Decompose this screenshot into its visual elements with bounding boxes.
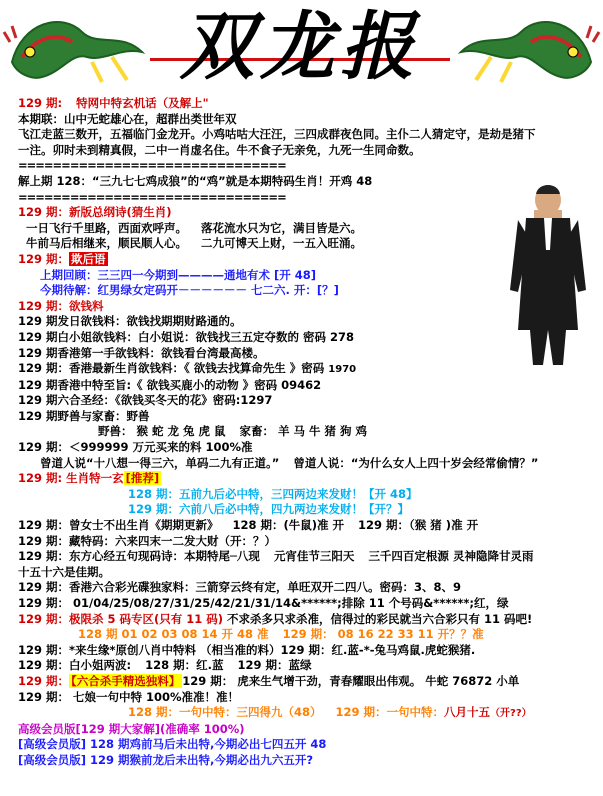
line-segment: 曾道人说“十八想一得三六，单码二九有正道。” <box>40 455 280 470</box>
line-segment: 129 期： 七娘一句中特 100%准准！准！ <box>18 689 240 704</box>
content-line <box>18 378 578 394</box>
page-title: 双龙报 <box>180 4 420 90</box>
line-segment: 129 期：蓝绿 <box>237 658 312 673</box>
content-line <box>18 283 578 299</box>
content-line <box>18 612 578 628</box>
line-segment: 1970 <box>328 364 357 376</box>
content-line <box>18 690 578 706</box>
page-header <box>0 0 603 96</box>
line-segment: 不求杀多只求杀准，信得过的彩民就当六合彩只有 11 码吧! <box>223 611 533 626</box>
line-segment: 野兽： 猴 蛇 龙 兔 虎 鼠 <box>98 424 226 439</box>
dragon-icon <box>451 2 601 94</box>
line-segment: 欲钱料 <box>69 298 104 313</box>
content-line <box>18 596 578 612</box>
content-line <box>18 143 578 159</box>
content-line <box>18 330 578 346</box>
content-line <box>18 346 578 362</box>
line-segment: 129 期： <box>18 298 70 313</box>
article-content <box>18 96 578 769</box>
line-segment: 129 期：一句中特： <box>335 705 445 720</box>
line-segment: 128 期：一句中特：三四得九（48） <box>128 705 322 720</box>
line-segment: [高级会员版] 128 期鸡前马后未出特,今期必出七四五开 48 <box>18 737 327 752</box>
content-line <box>18 565 578 581</box>
line-segment: 高级会员版[129 期大家解](准确率 100%) <box>18 721 245 736</box>
content-line <box>18 112 578 128</box>
line-segment: 129 期：香港六合彩光碟独家料：三箭穿云终有定，单旺双开二四八。密码：3、8、9 <box>18 580 462 595</box>
content-line <box>18 127 578 143</box>
line-segment: 129 期香港中特至旨:《 欲钱买鹿小的动物 》密码 09462 <box>18 377 322 392</box>
line-segment: 129 期发日欲钱料：欲钱找期期财路通的。 <box>18 314 242 329</box>
content-line <box>18 252 578 268</box>
line-segment: （开??） <box>490 708 532 720</box>
line-segment: 129 期：白小姐两波: <box>18 658 132 673</box>
line-segment: [高级会员版] 129 期猴前龙后未出特,今期必出九六五开? <box>18 752 314 767</box>
line-segment: 欺后语 <box>71 251 106 266</box>
line-segment: 今期待解：红男绿女定码开－－－－－－ 七二六. 开：[？] <box>40 283 339 298</box>
content-line <box>18 518 578 534</box>
line-segment: =============================== <box>18 189 286 204</box>
content-line <box>18 627 578 643</box>
line-segment: 牛前马后相继来，顺民顺人心。 <box>26 236 187 251</box>
line-segment: 极限杀 5 码专区(只有 11 码) <box>69 611 224 626</box>
line-segment: 八月十五 <box>444 705 491 720</box>
content-line <box>18 674 578 690</box>
line-segment: 新版总纲诗(猜生肖) <box>69 205 172 220</box>
line-segment: 二九可博天上财，一五入旺涌。 <box>201 236 362 251</box>
line-segment: 129 期：藏特码：六来四末一二发大财（开：？） <box>18 533 277 548</box>
line-segment: 129 期： <box>18 611 70 626</box>
line-segment: 特网中特玄机话（及解上" <box>76 96 209 110</box>
content-line <box>18 314 578 330</box>
content-line <box>18 643 578 659</box>
line-segment: =============================== <box>18 158 286 173</box>
content-line <box>18 221 578 237</box>
line-segment: 129 期: 生肖特一玄 <box>18 471 124 486</box>
line-segment: 上期回顾：三三四一今期到————通地有术 [开 48] <box>40 267 317 282</box>
content-line <box>18 658 578 674</box>
line-segment: 129 期： <box>18 205 70 220</box>
line-segment: 129 期六合圣经：《欲钱买冬天的花》密码:1297 <box>18 393 273 408</box>
line-segment: 129 期香港第一手欲钱料：欲钱看台湾最高楼。 <box>18 345 265 360</box>
line-segment: 129 期：六前八后必中特，四九两边来发财！【开？】 <box>128 502 410 517</box>
content-line <box>18 471 578 487</box>
line-segment: 129 期：＜999999 万元买来的料 100%准 <box>18 440 253 455</box>
content-line <box>18 236 578 252</box>
content-line <box>18 440 578 456</box>
line-segment: 129 期：*来生缘*原创八肖中特料 （相当准的料）129 期：红.蓝-*-兔马鸡鼠.虎蛇猴猪. <box>18 642 476 657</box>
dragon-icon <box>2 2 152 94</box>
line-segment: 曾道人说：“为什么女人上四十岁会经常偷情？” <box>293 455 539 470</box>
line-segment: 128 期：红.蓝 <box>145 658 224 673</box>
line-segment: 129 期： 虎来生气增干劲，青春耀眼出伟观。 牛蛇 76872 小单 <box>182 673 520 688</box>
line-segment: 落花流水只为它，满目皆是六。 <box>201 220 362 235</box>
content-line <box>18 705 578 722</box>
line-segment: 解上期 128：“三九七七鸡成狼”的“鸡”就是本期特码生肖！开鸡 48 <box>18 173 373 188</box>
content-line <box>18 158 578 174</box>
content-line <box>18 174 578 190</box>
line-segment: 129 期： <box>18 251 70 266</box>
content-line <box>18 534 578 550</box>
content-line <box>18 737 578 753</box>
content-line <box>18 580 578 596</box>
content-line <box>18 268 578 284</box>
content-line <box>18 96 578 112</box>
line-segment: 129 期： <box>18 673 70 688</box>
standing-man-photo <box>508 180 588 370</box>
line-segment: 129 期：香港最新生肖欲钱料：《 欲钱去找算命先生 》密码 <box>18 361 329 376</box>
content-line <box>18 299 578 315</box>
line-segment: 128 期：(牛鼠)准 开 <box>232 518 345 533</box>
content-line <box>18 424 578 440</box>
line-segment: 本期联：山中无蛇雄心在，超群出类世年双 <box>18 111 237 126</box>
content-line <box>18 753 578 769</box>
line-segment: 129 期: <box>18 96 63 110</box>
line-segment: 129 期： 01/04/25/08/27/31/25/42/21/31/14&******;排除 11 个号码&******;红，绿 <box>18 596 509 610</box>
content-line <box>18 722 578 738</box>
line-segment: [推荐] <box>125 471 160 486</box>
line-segment: 129 期： 08 16 22 33 11 开？？准 <box>282 627 484 642</box>
content-line <box>18 487 578 503</box>
line-segment: 129 期：曾女士不出生肖《期期更新》 <box>18 518 219 533</box>
content-line <box>18 409 578 425</box>
line-segment: 家畜： 羊 马 牛 猪 狗 鸡 <box>239 424 368 439</box>
content-line <box>18 456 578 472</box>
line-segment: 129 期：（猴 猪 )准 开 <box>358 518 479 533</box>
line-segment: 三千四百定根源 灵神隐降甘灵雨 <box>368 549 534 564</box>
line-segment: 一注。卯时未到精真假，二中一肖虚名住。牛不食子无亲免，九死一生同命数。 <box>18 142 421 157</box>
line-segment: 元宵佳节三阳天 <box>273 549 355 564</box>
content-line <box>18 502 578 518</box>
content-line <box>18 361 578 378</box>
line-segment: 129 期白小姐欲钱料：白小姐说：欲钱找三五定夺数的 密码 278 <box>18 329 355 344</box>
line-segment: 128 期 01 02 03 08 14 开 48 准 <box>78 627 269 642</box>
line-segment: 【六合杀手精选独料】 <box>71 673 181 688</box>
content-line <box>18 190 578 206</box>
content-line <box>18 393 578 409</box>
line-segment: 129 期野兽与家畜：野兽 <box>18 408 150 423</box>
line-segment: 128 期：五前九后必中特，三四两边来发财！【开 48】 <box>128 486 418 501</box>
content-line <box>18 549 578 565</box>
content-line <box>18 205 578 221</box>
line-segment: 十五十六是佳期。 <box>18 564 110 579</box>
line-segment: 129 期：东方心经五句现码诗：本期特尾─八现 <box>18 549 260 564</box>
line-segment: 飞江走蓝三数开，五福临门金龙开。小鸡咕咕大汪汪，三四成群夜色同。主仆二人猜定守，是劫是猪下 <box>18 127 536 142</box>
line-segment: 一日飞行千里路，西面欢呼声。 <box>26 220 187 235</box>
